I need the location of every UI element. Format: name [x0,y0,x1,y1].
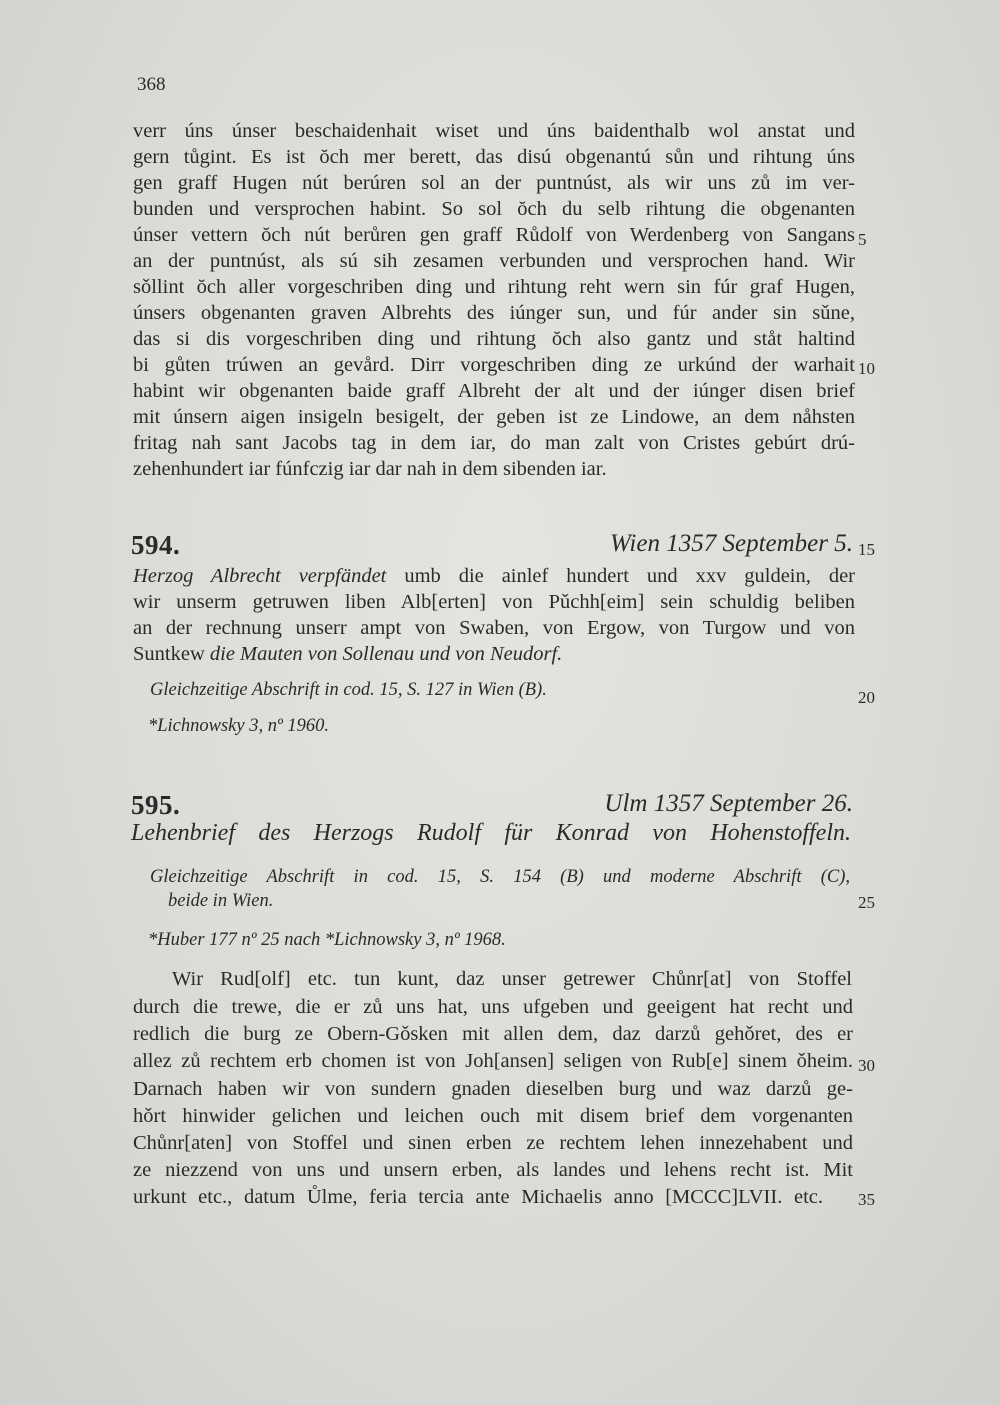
text-line: gen graff Hugen nút berúren sol an der puntnúst, als wir uns zů im ver- [133,172,855,194]
entry-number: 594. [131,530,181,560]
regest-title: Lehenbrief des Herzogs Rudolf für Konrad von Hohenstoffeln. [131,820,851,846]
text-line: bi gůten trúwen an gevård. Dirr vorgeschriben ding ze urkúnd der warhait [133,354,855,376]
line-number: 30 [858,1056,875,1075]
source-note: beide in Wien. [168,891,274,911]
text-line: urkunt etc., datum Ůlme, feria tercia ante Michaelis anno [MCCC]LVII. etc. [133,1186,823,1208]
text-line: mit únsern aigen insigeln besigelt, der geben ist ze Lindowe, an dem nåhsten [133,406,855,428]
entry-number: 595. [131,790,181,820]
line-number: 25 [858,893,875,912]
text-line: únsers obgenanten graven Albrehts des iúnger sun, und fúr ander sin sǔne, [133,302,855,324]
text-line: Wir Rud[olf] etc. tun kunt, daz unser getrewer Chůnr[at] von Stoffel [172,968,852,990]
text-line: hǒrt hinwider gelichen und leichen ouch mit disem brief dem vorgenanten [133,1105,853,1127]
text-line: bunden und versprochen habint. So sol ŏch du selb rihtung die obgenanten [133,198,855,220]
source-note: Gleichzeitige Abschrift in cod. 15, S. 127 in Wien (B). [150,680,547,700]
text-line: fritag nah sant Jacobs tag in dem iar, do man zalt von Cristes gebúrt drú- [133,432,855,454]
regest-line: wir unserm getruwen liben Alb[erten] von Pǔchh[eim] sein schuldig beliben [133,591,855,613]
regest-text: umb die ainlef hundert und xxv guldein, der [386,565,855,587]
text-line: ze niezzend von uns und unsern erben, als landes und lehens recht ist. Mit [133,1159,853,1181]
regest-text: Suntkew [133,643,210,665]
line-number: 35 [858,1190,875,1209]
text-line: Darnach haben wir von sundern gnaden dieselben burg und waz darzů ge- [133,1078,853,1100]
text-line: habint wir obgenanten baide graff Albreht der alt und der iúnger disen brief [133,380,855,402]
text-line: redlich die burg ze Obern-Gǒsken mit allen dem, daz darzů gehǒret, des er [133,1023,853,1045]
text-line: zehenhundert iar fúnfczig iar dar nah in dem sibenden iar. [133,458,607,480]
text-line: sǒllint ŏch aller vorgeschriben ding und rihtung reht wern sin fúr graf Hugen, [133,276,855,298]
line-number: 20 [858,688,875,707]
regest-italic: die Mauten von Sollenau und von Neudorf. [209,643,563,665]
text-line: an der puntnúst, als sú sih zesamen verbunden und versprochen hand. Wir [133,250,855,272]
regest-line [133,563,855,589]
entry-595-header [131,790,853,820]
text-line: allez zů rechtem erb chomen ist von Joh[ansen] seligen von Rub[e] sinem ǒheim. [133,1050,853,1072]
entry-date: Wien 1357 September 5. [609,530,853,557]
text-line: durch die trewe, die er zů uns hat, uns ufgeben und geeigent hat recht und [133,996,853,1018]
regest-line: an der rechnung unserr ampt von Swaben, von Ergow, von Turgow und von [133,617,855,639]
source-note: Gleichzeitige Abschrift in cod. 15, S. 154 (B) und moderne Abschrift (C), [150,867,850,887]
entry-date: Ulm 1357 September 26. [604,790,853,817]
text-line: Chůnr[aten] von Stoffel und sinen erben ze rechtem lehen innezehabent und [133,1132,853,1154]
line-number: 15 [858,540,875,559]
line-number: 5 [858,230,867,249]
page-number: 368 [137,74,166,95]
regest-italic: Herzog Albrecht verpfändet [133,565,387,587]
text-line: únser vettern ŏch nút berůren gen graff Růdolf von Werdenberg von Sangans [133,224,855,246]
text-line: das si dis vorgeschriben ding und rihtung ŏch also gantz und ståt haltind [133,328,855,350]
line-number: 10 [858,359,875,378]
regest-line [133,641,855,667]
text-line: gern tůgint. Es ist ŏch mer berett, das disú obgenantú sůn und rihtung úns [133,146,855,168]
print-reference: *Lichnowsky 3, nº 1960. [148,716,329,736]
print-reference: *Huber 177 nº 25 nach *Lichnowsky 3, nº 1968. [148,930,506,950]
text-line: verr úns únser beschaidenhait wiset und úns baidenthalb wol anstat und [133,120,855,142]
entry-594-header [131,530,853,560]
